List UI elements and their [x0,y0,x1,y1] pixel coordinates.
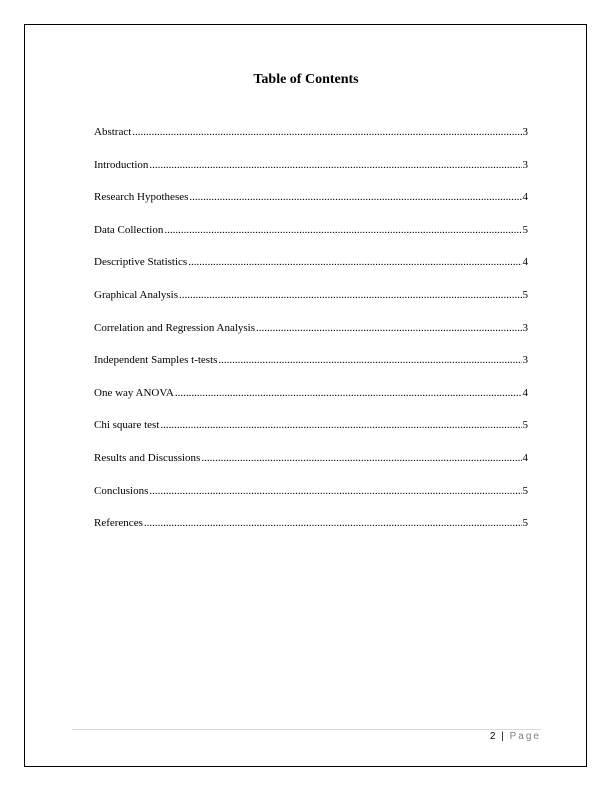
toc-list [94,125,528,549]
toc-entry[interactable] [94,386,528,419]
toc-entry[interactable] [94,190,528,223]
toc-leader [179,288,521,302]
toc-leader [149,484,521,498]
toc-leader [201,451,521,465]
toc-entry-page: 5 [522,223,528,236]
toc-leader [160,418,521,432]
toc-leader [132,125,521,139]
toc-entry-label: Data Collection [94,223,164,236]
toc-entry-label: Results and Discussions [94,451,201,464]
toc-leader [189,190,521,204]
toc-entry[interactable] [94,223,528,256]
toc-entry-page: 4 [522,256,528,269]
toc-entry-label: Chi square test [94,419,160,432]
toc-entry[interactable] [94,418,528,451]
toc-entry-label: Correlation and Regression Analysis [94,321,256,334]
toc-leader [175,386,522,400]
toc-entry[interactable] [94,484,528,517]
toc-entry-page: 3 [522,321,528,334]
toc-entry-label: Introduction [94,158,149,171]
toc-leader [144,516,522,530]
toc-entry-label: One way ANOVA [94,386,174,399]
toc-entry[interactable] [94,353,528,386]
footer-divider [72,729,541,730]
toc-entry-page: 4 [522,191,528,204]
toc-entry-label: Graphical Analysis [94,288,179,301]
toc-title: Table of Contents [253,72,359,87]
toc-entry[interactable] [94,255,528,288]
toc-entry[interactable] [94,158,528,191]
toc-entry[interactable] [94,451,528,484]
footer-page-label: Page [509,731,541,742]
toc-entry-label: Research Hypotheses [94,191,189,204]
toc-entry-page: 4 [522,451,528,464]
toc-entry[interactable] [94,288,528,321]
toc-leader [218,353,521,367]
toc-entry-label: References [94,517,143,530]
toc-leader [256,321,521,335]
toc-leader [149,158,521,172]
toc-entry-label: Descriptive Statistics [94,256,188,269]
toc-leader [164,223,521,237]
toc-entry-page: 3 [522,354,528,367]
toc-entry-page: 3 [522,126,528,138]
footer-separator: | [501,731,504,742]
toc-entry-label: Abstract [94,126,132,138]
toc-entry[interactable] [94,321,528,354]
toc-entry-page: 5 [522,288,528,301]
toc-entry[interactable] [94,516,528,549]
toc-entry-page: 3 [522,158,528,171]
footer-page-number: 2 [489,731,496,742]
toc-entry-page: 5 [522,484,528,497]
toc-entry-page: 5 [522,517,528,530]
toc-entry[interactable] [94,125,528,158]
toc-leader [188,255,521,269]
page-footer [490,730,541,744]
toc-entry-label: Independent Samples t-tests [94,354,218,367]
toc-entry-label: Conclusions [94,484,149,497]
toc-entry-page: 4 [522,386,528,399]
toc-entry-page: 5 [522,419,528,432]
